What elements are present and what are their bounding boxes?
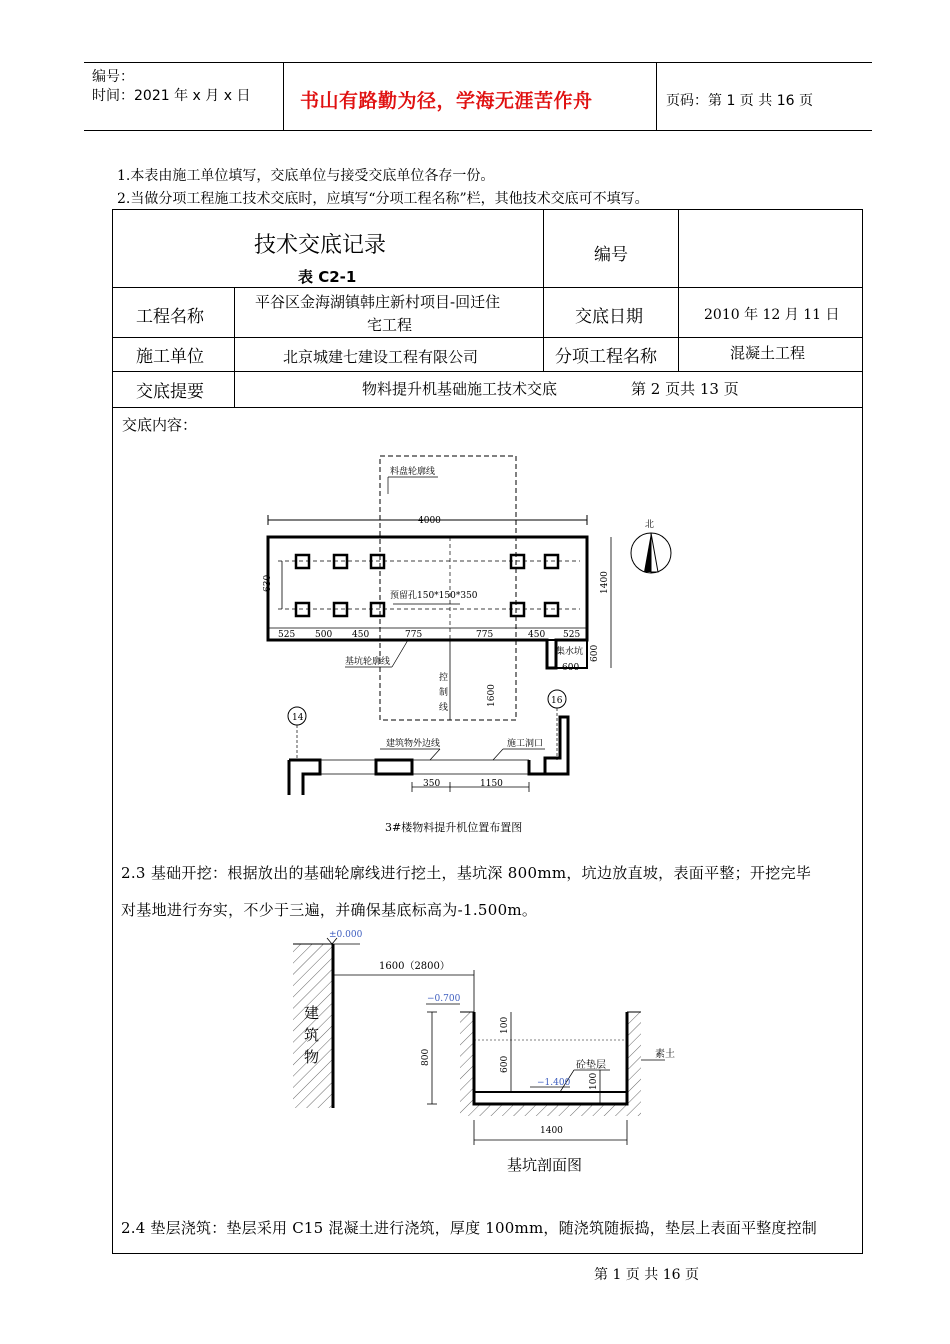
form-title: 技术交底记录 <box>254 233 387 258</box>
label-reserved-hole: 预留孔150*150*350 <box>390 591 478 601</box>
dim-seg-4: 775 <box>405 630 423 640</box>
para-2-4-line1: 2.4 垫层浇筑：垫层采用 C15 混凝土进行浇筑，厚度 100mm，随浇筑随振捣，垫层上表面平整度控制 <box>121 1219 817 1237</box>
axis-16: 16 <box>551 696 563 706</box>
dim-350: 350 <box>423 779 441 789</box>
dim-600-h: 600 <box>562 663 580 673</box>
pit-wall <box>474 1012 627 1104</box>
elev-14: −1.400 <box>537 1078 571 1088</box>
dim-total: 4000 <box>418 516 441 526</box>
note-2: 2.当做分项工程施工技术交底时，应填写“分项工程名称”栏，其他技术交底可不填写。 <box>117 191 649 207</box>
label-building-edge: 建筑物外边线 <box>386 739 441 749</box>
dim-seg-6: 450 <box>528 630 546 640</box>
control-line-char-3: 线 <box>439 703 449 713</box>
axis-14: 14 <box>292 713 304 723</box>
content-label: 交底内容： <box>122 416 198 434</box>
building-char-1: 建 <box>304 1004 320 1022</box>
label-chassis: 料盘轮廓线 <box>390 467 436 477</box>
dim-630: 630 <box>263 574 273 592</box>
label-opening: 施工洞口 <box>507 739 544 749</box>
subproject-value: 混凝土工程 <box>730 344 806 362</box>
number-label: 编号 <box>594 245 628 265</box>
dim-600: 600 <box>500 1055 510 1073</box>
dim-1600: 1600 <box>487 684 497 707</box>
dim-seg-3: 450 <box>352 630 370 640</box>
contractor-value: 北京城建七建设工程有限公司 <box>283 348 479 366</box>
dim-seg-7: 525 <box>563 630 581 640</box>
summary-label: 交底提要 <box>136 382 204 402</box>
project-value-line2: 宅工程 <box>367 316 413 334</box>
dim-1400-section: 1400 <box>540 1126 563 1136</box>
project-label: 工程名称 <box>136 307 204 327</box>
control-line-char-1: 控 <box>439 673 449 683</box>
summary-page: 第 2 页共 13 页 <box>631 380 739 398</box>
plan-caption: 3#楼物料提升机位置布置图 <box>385 821 523 834</box>
date-value: 2010 年 12 月 11 日 <box>704 307 840 323</box>
label-sump: 集水坑 <box>556 647 584 657</box>
note-1: 1.本表由施工单位填写，交底单位与接受交底单位各存一份。 <box>117 168 495 184</box>
form-code: 表 C2-1 <box>298 268 357 286</box>
concrete-cushion <box>474 1092 627 1104</box>
dim-1600-2800: 1600（2800） <box>379 961 450 972</box>
dim-800: 800 <box>421 1048 431 1066</box>
north-label: 北 <box>645 520 655 530</box>
dim-1150: 1150 <box>480 779 503 789</box>
dim-seg-5: 775 <box>476 630 494 640</box>
elev-07: −0.700 <box>427 994 461 1004</box>
para-2-3-line2: 对基地进行夯实，不少于三遍，并确保基底标高为-1.500m。 <box>121 901 538 919</box>
dim-seg-1: 525 <box>278 630 296 640</box>
building-char-3: 物 <box>304 1048 320 1066</box>
dim-100-bottom: 100 <box>589 1072 599 1090</box>
date-label: 交底日期 <box>575 307 643 327</box>
header-time: 时间：2021 年 x 月 x 日 <box>92 88 251 104</box>
subproject-label: 分项工程名称 <box>555 347 657 367</box>
dim-600-v: 600 <box>590 644 600 662</box>
label-soil: 素土 <box>655 1049 675 1060</box>
footer-page: 第 1 页 共 16 页 <box>594 1267 699 1283</box>
elev-0: ±0.000 <box>329 930 363 940</box>
header-motto: 书山有路勤为径，学海无涯苦作舟 <box>300 90 593 112</box>
dim-seg-2: 500 <box>315 630 333 640</box>
para-2-3-line1: 2.3 基础开挖：根据放出的基础轮廓线进行挖土，基坑深 800mm，坑边放直坡，表面平整；开挖完毕 <box>121 864 812 882</box>
section-caption: 基坑剖面图 <box>507 1156 583 1174</box>
header-number-label: 编号： <box>92 69 134 85</box>
summary-value: 物料提升机基础施工技术交底 <box>362 380 558 398</box>
control-line-char-2: 制 <box>439 688 449 698</box>
header-page-info: 页码：第 1 页 共 16 页 <box>666 93 813 109</box>
contractor-label: 施工单位 <box>136 347 204 367</box>
project-value-line1: 平谷区金海湖镇韩庄新村项目-回迁住 <box>255 293 501 311</box>
dim-1400: 1400 <box>600 571 610 594</box>
label-pit-outline: 基坑轮廓线 <box>345 657 391 667</box>
building-char-2: 筑 <box>304 1026 320 1044</box>
dim-100-top: 100 <box>500 1016 510 1034</box>
label-cushion: 砼垫层 <box>576 1060 606 1071</box>
